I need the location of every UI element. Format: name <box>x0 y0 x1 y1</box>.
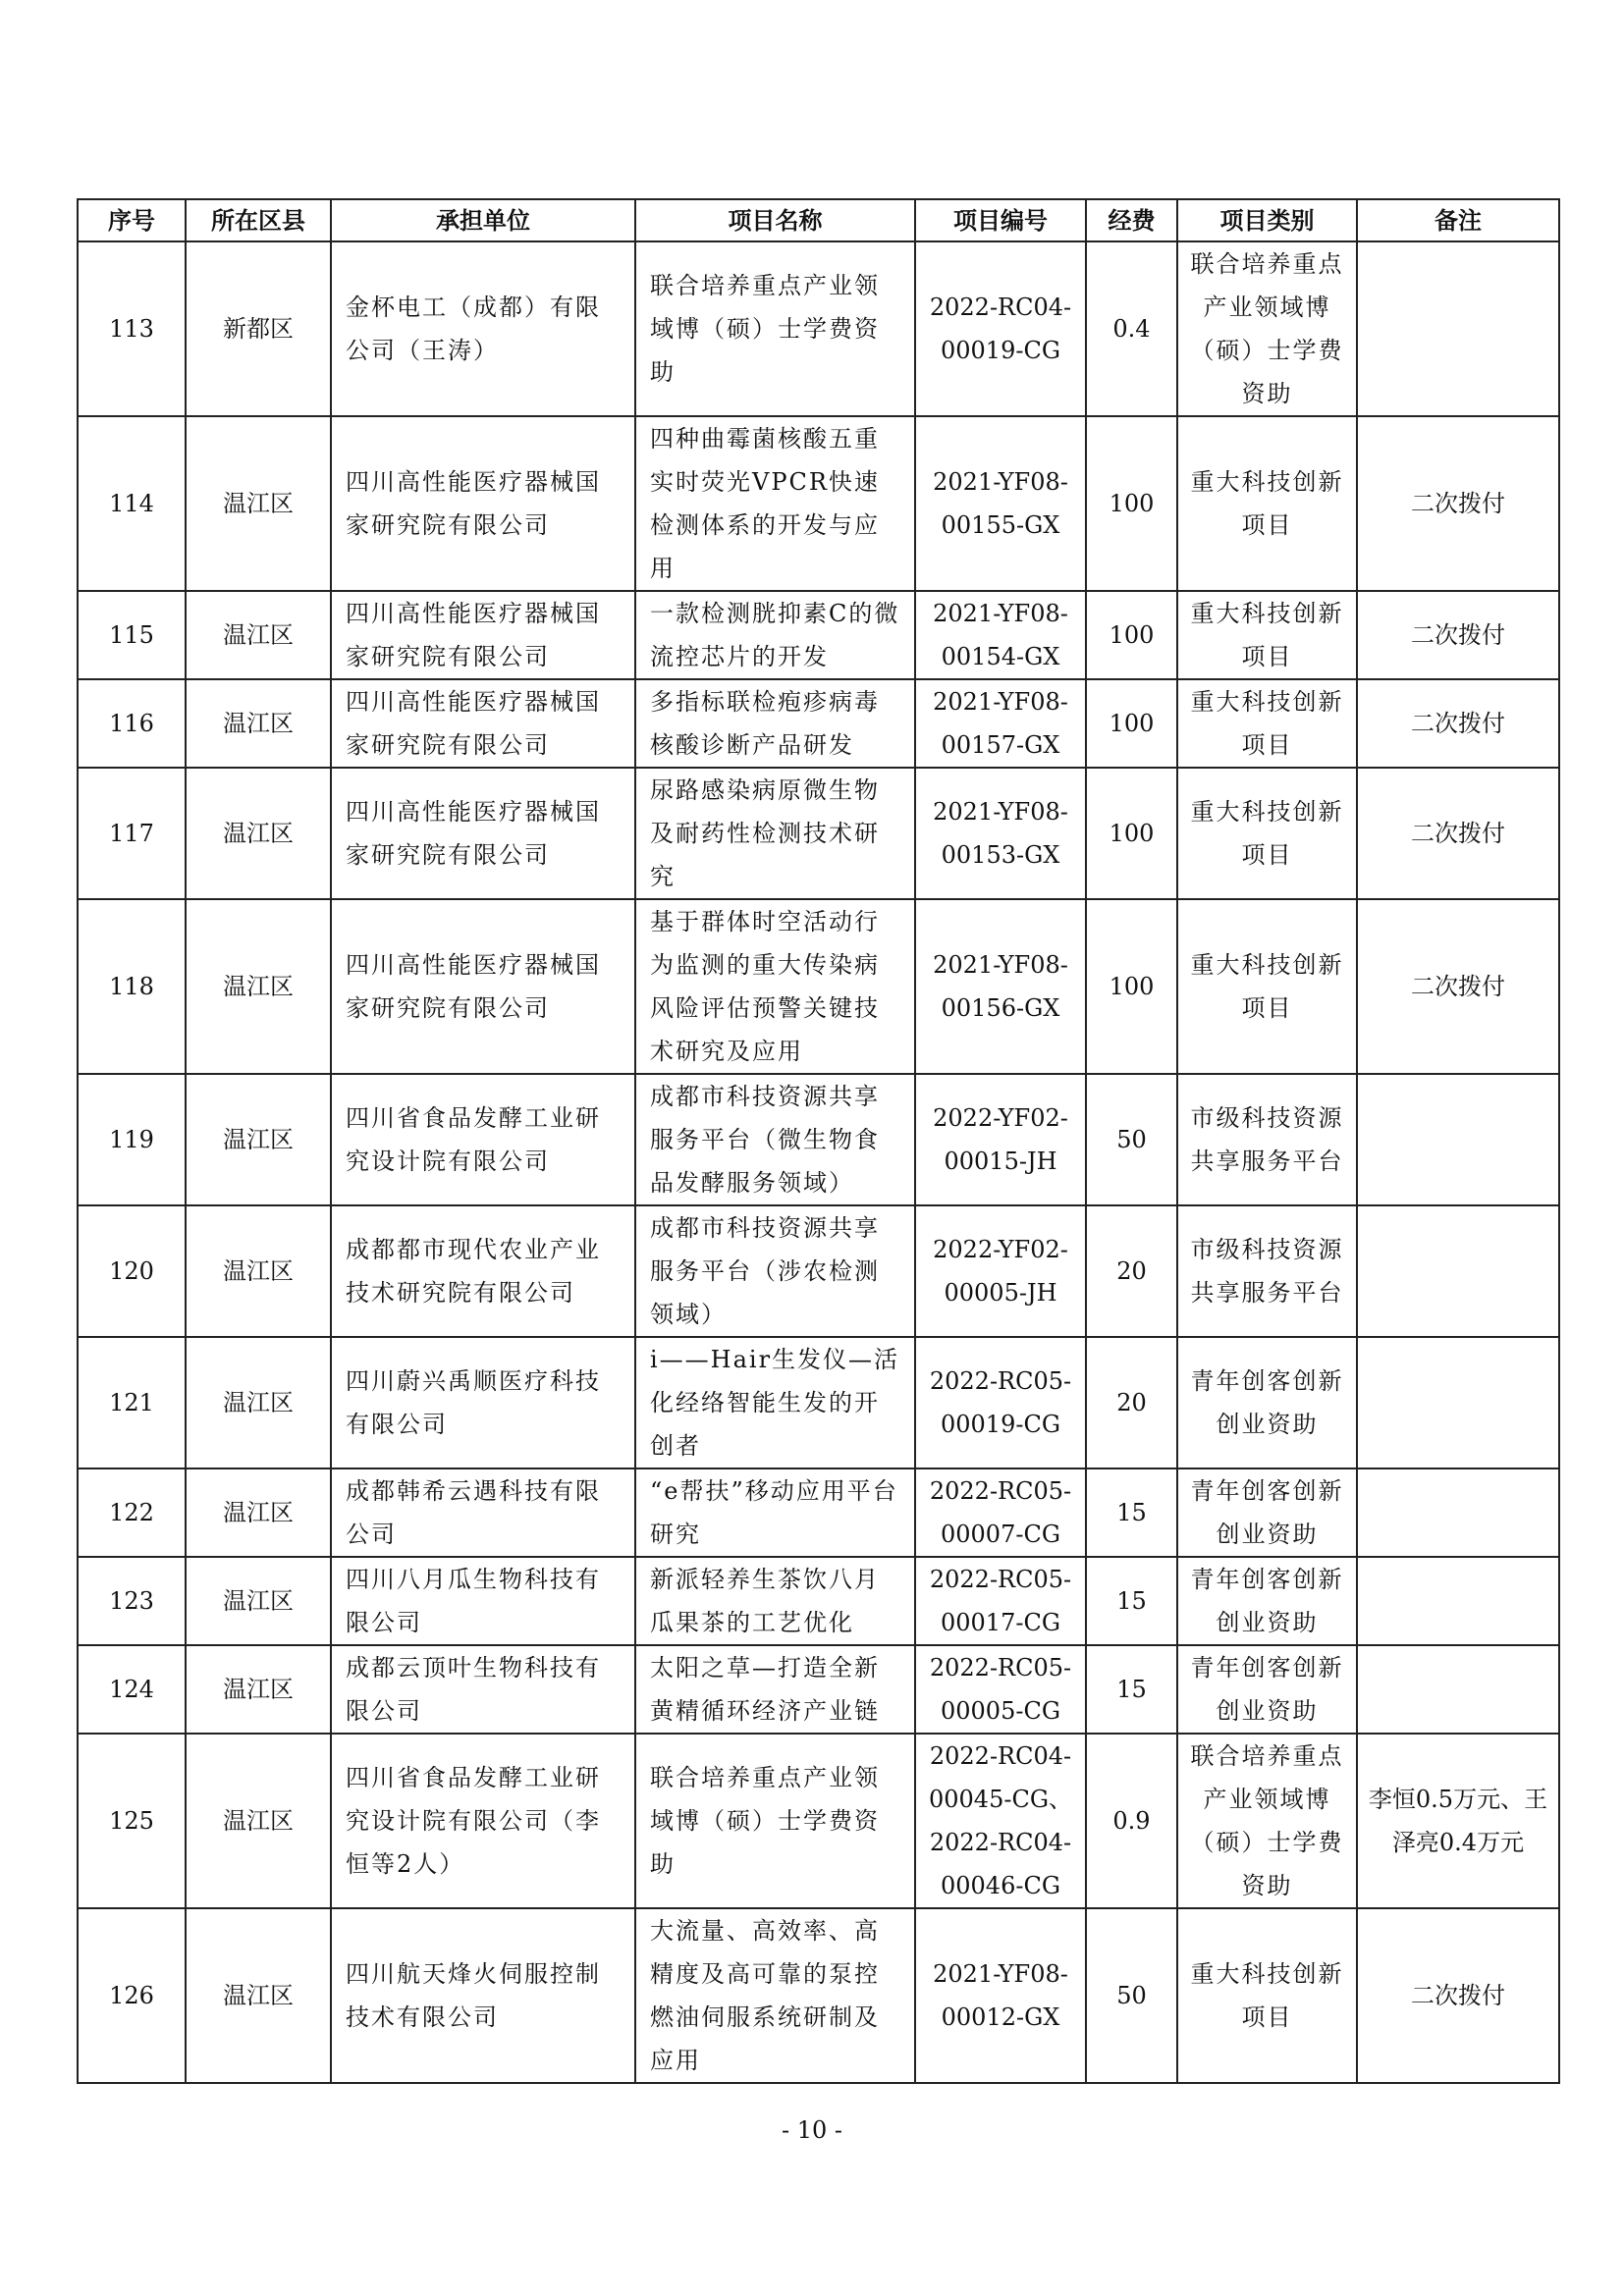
header-cell: 项目编号 <box>915 199 1086 241</box>
cell-note <box>1357 1468 1559 1557</box>
cell-funds: 50 <box>1086 1908 1177 2083</box>
cell-serial: 126 <box>78 1908 186 2083</box>
cell-project: i——Hair生发仪—活化经络智能生发的开创者 <box>635 1337 915 1468</box>
cell-serial: 117 <box>78 768 186 899</box>
table-row <box>78 1645 1559 1734</box>
cell-funds: 100 <box>1086 768 1177 899</box>
cell-category: 市级科技资源共享服务平台 <box>1177 1074 1357 1205</box>
cell-code: 2022-RC05-00019-CG <box>915 1337 1086 1468</box>
table-body <box>78 241 1559 2083</box>
table-row <box>78 899 1559 1074</box>
cell-unit: 四川高性能医疗器械国家研究院有限公司 <box>331 768 635 899</box>
cell-serial: 115 <box>78 591 186 679</box>
cell-serial: 124 <box>78 1645 186 1734</box>
cell-code: 2021-YF08-00153-GX <box>915 768 1086 899</box>
cell-category: 重大科技创新项目 <box>1177 1908 1357 2083</box>
cell-funds: 50 <box>1086 1074 1177 1205</box>
header-cell: 备注 <box>1357 199 1559 241</box>
cell-category: 青年创客创新创业资助 <box>1177 1645 1357 1734</box>
cell-project: “e帮扶”移动应用平台研究 <box>635 1468 915 1557</box>
cell-project: 成都市科技资源共享服务平台（微生物食品发酵服务领域） <box>635 1074 915 1205</box>
cell-project: 联合培养重点产业领域博（硕）士学费资助 <box>635 241 915 416</box>
page-number: - 10 - <box>781 2116 842 2144</box>
cell-category: 青年创客创新创业资助 <box>1177 1337 1357 1468</box>
table-row <box>78 1205 1559 1337</box>
cell-category: 重大科技创新项目 <box>1177 591 1357 679</box>
table-row <box>78 1557 1559 1645</box>
cell-unit: 四川高性能医疗器械国家研究院有限公司 <box>331 679 635 768</box>
cell-note <box>1357 1205 1559 1337</box>
cell-district: 温江区 <box>186 1908 331 2083</box>
cell-district: 温江区 <box>186 416 331 591</box>
cell-unit: 四川省食品发酵工业研究设计院有限公司 <box>331 1074 635 1205</box>
cell-project: 联合培养重点产业领域博（硕）士学费资助 <box>635 1734 915 1908</box>
cell-code: 2022-RC05-00017-CG <box>915 1557 1086 1645</box>
cell-funds: 20 <box>1086 1337 1177 1468</box>
cell-category: 联合培养重点产业领域博（硕）士学费资助 <box>1177 1734 1357 1908</box>
cell-unit: 四川蔚兴禹顺医疗科技有限公司 <box>331 1337 635 1468</box>
cell-district: 温江区 <box>186 1645 331 1734</box>
cell-project: 多指标联检疱疹病毒核酸诊断产品研发 <box>635 679 915 768</box>
cell-note <box>1357 1645 1559 1734</box>
cell-funds: 15 <box>1086 1645 1177 1734</box>
cell-district: 温江区 <box>186 679 331 768</box>
cell-district: 温江区 <box>186 1074 331 1205</box>
cell-code: 2021-YF08-00157-GX <box>915 679 1086 768</box>
cell-district: 温江区 <box>186 899 331 1074</box>
cell-project: 基于群体时空活动行为监测的重大传染病风险评估预警关键技术研究及应用 <box>635 899 915 1074</box>
cell-code: 2021-YF08-00156-GX <box>915 899 1086 1074</box>
cell-note <box>1357 1557 1559 1645</box>
cell-unit: 成都都市现代农业产业技术研究院有限公司 <box>331 1205 635 1337</box>
cell-category: 联合培养重点产业领域博（硕）士学费资助 <box>1177 241 1357 416</box>
cell-note: 李恒0.5万元、王泽亮0.4万元 <box>1357 1734 1559 1908</box>
header-cell: 承担单位 <box>331 199 635 241</box>
cell-note: 二次拨付 <box>1357 416 1559 591</box>
cell-project: 成都市科技资源共享服务平台（涉农检测领域） <box>635 1205 915 1337</box>
cell-note <box>1357 241 1559 416</box>
cell-category: 重大科技创新项目 <box>1177 899 1357 1074</box>
cell-unit: 四川航天烽火伺服控制技术有限公司 <box>331 1908 635 2083</box>
cell-funds: 20 <box>1086 1205 1177 1337</box>
cell-code: 2022-YF02-00005-JH <box>915 1205 1086 1337</box>
cell-district: 温江区 <box>186 1734 331 1908</box>
cell-serial: 113 <box>78 241 186 416</box>
cell-serial: 114 <box>78 416 186 591</box>
cell-serial: 123 <box>78 1557 186 1645</box>
cell-category: 青年创客创新创业资助 <box>1177 1468 1357 1557</box>
cell-district: 温江区 <box>186 1337 331 1468</box>
cell-unit: 四川高性能医疗器械国家研究院有限公司 <box>331 591 635 679</box>
cell-code: 2022-RC05-00007-CG <box>915 1468 1086 1557</box>
cell-unit: 四川高性能医疗器械国家研究院有限公司 <box>331 416 635 591</box>
header-cell: 所在区县 <box>186 199 331 241</box>
cell-unit: 四川省食品发酵工业研究设计院有限公司（李恒等2人） <box>331 1734 635 1908</box>
cell-code: 2021-YF08-00154-GX <box>915 591 1086 679</box>
table-row <box>78 416 1559 591</box>
cell-project: 四种曲霉菌核酸五重实时荧光VPCR快速检测体系的开发与应用 <box>635 416 915 591</box>
cell-note: 二次拨付 <box>1357 1908 1559 2083</box>
cell-district: 温江区 <box>186 768 331 899</box>
cell-funds: 100 <box>1086 679 1177 768</box>
cell-code: 2022-RC05-00005-CG <box>915 1645 1086 1734</box>
cell-note: 二次拨付 <box>1357 768 1559 899</box>
cell-code: 2022-RC04-00045-CG、2022-RC04-00046-CG <box>915 1734 1086 1908</box>
table-header-row <box>78 199 1559 241</box>
cell-project: 太阳之草—打造全新黄精循环经济产业链 <box>635 1645 915 1734</box>
cell-serial: 125 <box>78 1734 186 1908</box>
table-row <box>78 1074 1559 1205</box>
cell-category: 市级科技资源共享服务平台 <box>1177 1205 1357 1337</box>
cell-funds: 0.4 <box>1086 241 1177 416</box>
table-row <box>78 679 1559 768</box>
cell-note: 二次拨付 <box>1357 591 1559 679</box>
table-row <box>78 1468 1559 1557</box>
cell-project: 一款检测胱抑素C的微流控芯片的开发 <box>635 591 915 679</box>
cell-district: 温江区 <box>186 1468 331 1557</box>
cell-code: 2022-YF02-00015-JH <box>915 1074 1086 1205</box>
cell-funds: 100 <box>1086 416 1177 591</box>
cell-unit: 成都韩希云遇科技有限公司 <box>331 1468 635 1557</box>
cell-funds: 100 <box>1086 591 1177 679</box>
table-row <box>78 1908 1559 2083</box>
cell-unit: 金杯电工（成都）有限公司（王涛） <box>331 241 635 416</box>
table-row <box>78 1337 1559 1468</box>
cell-serial: 122 <box>78 1468 186 1557</box>
cell-funds: 15 <box>1086 1468 1177 1557</box>
cell-serial: 120 <box>78 1205 186 1337</box>
header-cell: 经费 <box>1086 199 1177 241</box>
cell-district: 温江区 <box>186 1205 331 1337</box>
header-cell: 项目类别 <box>1177 199 1357 241</box>
cell-district: 温江区 <box>186 591 331 679</box>
cell-project: 尿路感染病原微生物及耐药性检测技术研究 <box>635 768 915 899</box>
cell-code: 2021-YF08-00012-GX <box>915 1908 1086 2083</box>
table-row <box>78 591 1559 679</box>
table-row <box>78 241 1559 416</box>
cell-project: 大流量、高效率、高精度及高可靠的泵控燃油伺服系统研制及应用 <box>635 1908 915 2083</box>
cell-note: 二次拨付 <box>1357 899 1559 1074</box>
cell-category: 青年创客创新创业资助 <box>1177 1557 1357 1645</box>
cell-serial: 118 <box>78 899 186 1074</box>
cell-funds: 15 <box>1086 1557 1177 1645</box>
cell-district: 温江区 <box>186 1557 331 1645</box>
cell-note: 二次拨付 <box>1357 679 1559 768</box>
cell-funds: 100 <box>1086 899 1177 1074</box>
cell-category: 重大科技创新项目 <box>1177 679 1357 768</box>
cell-code: 2022-RC04-00019-CG <box>915 241 1086 416</box>
cell-category: 重大科技创新项目 <box>1177 416 1357 591</box>
cell-note <box>1357 1337 1559 1468</box>
cell-district: 新都区 <box>186 241 331 416</box>
cell-category: 重大科技创新项目 <box>1177 768 1357 899</box>
cell-serial: 119 <box>78 1074 186 1205</box>
header-cell: 序号 <box>78 199 186 241</box>
cell-unit: 四川八月瓜生物科技有限公司 <box>331 1557 635 1645</box>
funding-table <box>77 198 1560 2084</box>
header-cell: 项目名称 <box>635 199 915 241</box>
table-row <box>78 1734 1559 1908</box>
cell-note <box>1357 1074 1559 1205</box>
cell-unit: 成都云顶叶生物科技有限公司 <box>331 1645 635 1734</box>
cell-unit: 四川高性能医疗器械国家研究院有限公司 <box>331 899 635 1074</box>
table-row <box>78 768 1559 899</box>
cell-code: 2021-YF08-00155-GX <box>915 416 1086 591</box>
cell-serial: 116 <box>78 679 186 768</box>
cell-serial: 121 <box>78 1337 186 1468</box>
cell-funds: 0.9 <box>1086 1734 1177 1908</box>
cell-project: 新派轻养生茶饮八月瓜果茶的工艺优化 <box>635 1557 915 1645</box>
